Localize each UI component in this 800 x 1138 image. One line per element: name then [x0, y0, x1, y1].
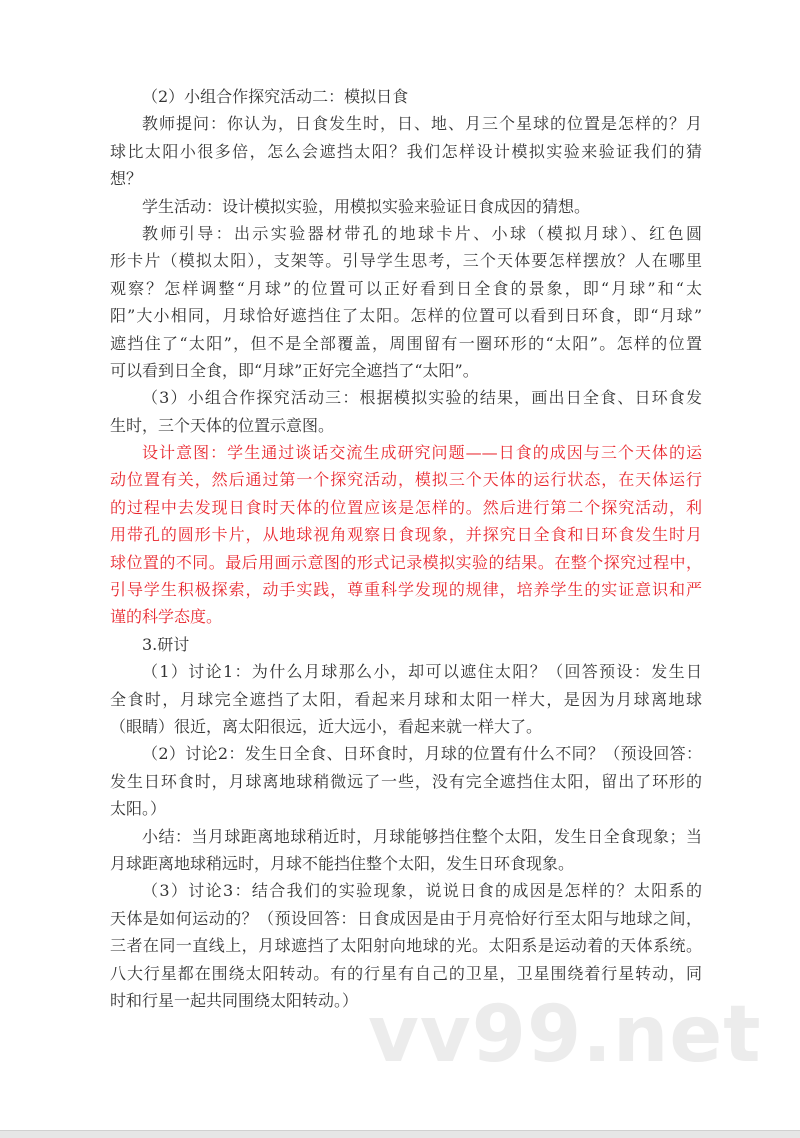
- text-line: 想？: [110, 169, 143, 189]
- paragraph: [110, 193, 702, 220]
- text-line: 教师引导：出示实验器材带孔的地球卡片、小球（模拟月球）、红色圆: [142, 223, 702, 243]
- text-line: （2）小组合作探究活动二：模拟日食: [142, 87, 409, 106]
- paragraph: [110, 823, 702, 878]
- text-line: 全食时，月球完全遮挡了太阳，看起来月球和太阳一样大，是因为月球离地球: [110, 689, 702, 709]
- paragraph: [110, 83, 702, 110]
- paragraph: [110, 384, 702, 439]
- text-line: 形卡片（模拟太阳），支架等。引导学生思考，三个天体要怎样摆放？人在哪里: [110, 251, 702, 271]
- text-line: （3）小组合作探究活动三：根据模拟实验的结果，画出日全食、日环食发: [142, 388, 702, 408]
- text-line: 学生活动：设计模拟实验，用模拟实验来验证日食成因的猜想。: [142, 196, 591, 216]
- text-line: 用带孔的圆形卡片，从地球视角观察日食现象，并探究日全食和日环食发生时月: [110, 525, 702, 545]
- text-line: 太阳。）: [110, 799, 167, 819]
- text-line: 球位置的不同。最后用画示意图的形式记录模拟实验的结果。在整个探究过程中，: [110, 552, 702, 572]
- text-line: 小结：当月球距离地球稍近时，月球能够挡住整个太阳，发生日全食现象；当: [142, 826, 702, 846]
- text-line: 时和行星一起共同围绕太阳转动。）: [110, 990, 359, 1010]
- text-line: 发生日环食时，月球离地球稍微远了一些，没有完全遮挡住太阳，留出了环形的: [110, 771, 702, 791]
- text-line: （3）讨论3：结合我们的实验现象，说说日食的成因是怎样的？太阳系的: [142, 881, 702, 901]
- text-line: 生时，三个天体的位置示意图。: [110, 415, 335, 435]
- text-line: 的过程中去发现日食时天体的位置应该是怎样的。然后进行第二个探究活动，利: [110, 497, 702, 517]
- text-line: 观察？怎样调整“月球”的位置可以正好看到日全食的景象，即“月球”和“太: [110, 278, 702, 298]
- text-line: 3.研讨: [142, 634, 190, 654]
- text-line: 教师提问：你认为，日食发生时，日、地、月三个星球的位置是怎样的？月: [142, 114, 702, 134]
- paragraph: [110, 220, 702, 384]
- text-line: 天体是如何运动的？（预设回答：日食成因是由于月亮恰好行至太阳与地球之间，: [110, 908, 702, 928]
- text-line: 阳”大小相同，月球恰好遮挡住了太阳。怎样的位置可以看到日环食，即“月球”: [110, 306, 702, 326]
- text-line: 引导学生积极探索，动手实践，尊重科学发现的规律，培养学生的实证意识和严: [110, 580, 702, 600]
- paragraph: [110, 110, 702, 192]
- paragraph: [110, 631, 702, 658]
- document-page: [110, 83, 702, 1014]
- text-line: 三者在同一直线上，月球遮挡了太阳射向地球的光。太阳系是运动着的天体系统。: [110, 936, 702, 956]
- text-line: 动位置有关，然后通过第一个探究活动，模拟三个天体的运行状态，在天体运行: [110, 470, 702, 490]
- text-line: （1）讨论1：为什么月球那么小，却可以遮住太阳？（回答预设：发生日: [142, 662, 702, 682]
- design-intent-paragraph: [110, 439, 702, 631]
- paragraph: [110, 740, 702, 822]
- watermark: vv99.net: [368, 990, 762, 1080]
- text-line: （眼睛）很近，离太阳很远，近大远小，看起来就一样大了。: [110, 716, 543, 736]
- text-line: 月球距离地球稍远时，月球不能挡住整个太阳，发生日环食现象。: [110, 853, 575, 873]
- text-line: 八大行星都在围绕太阳转动。有的行星有自己的卫星，卫星围绕着行星转动，同: [110, 963, 702, 983]
- text-line: 遮挡住了“太阳”，但不是全部覆盖，周围留有一圈环形的“太阳”。怎样的位置: [110, 333, 702, 353]
- text-line: （2）讨论2：发生日全食、日环食时，月球的位置有什么不同？（预设回答：: [142, 744, 702, 764]
- text-line: 球比太阳小很多倍，怎么会遮挡太阳？我们怎样设计模拟实验来验证我们的猜: [110, 141, 702, 161]
- text-line: 可以看到日全食，即“月球”正好完全遮挡了“太阳”。: [110, 360, 479, 380]
- text-line: 谨的科学态度。: [110, 607, 223, 627]
- paragraph: [110, 658, 702, 740]
- text-line: 设计意图：学生通过谈话交流生成研究问题——日食的成因与三个天体的运: [142, 443, 702, 463]
